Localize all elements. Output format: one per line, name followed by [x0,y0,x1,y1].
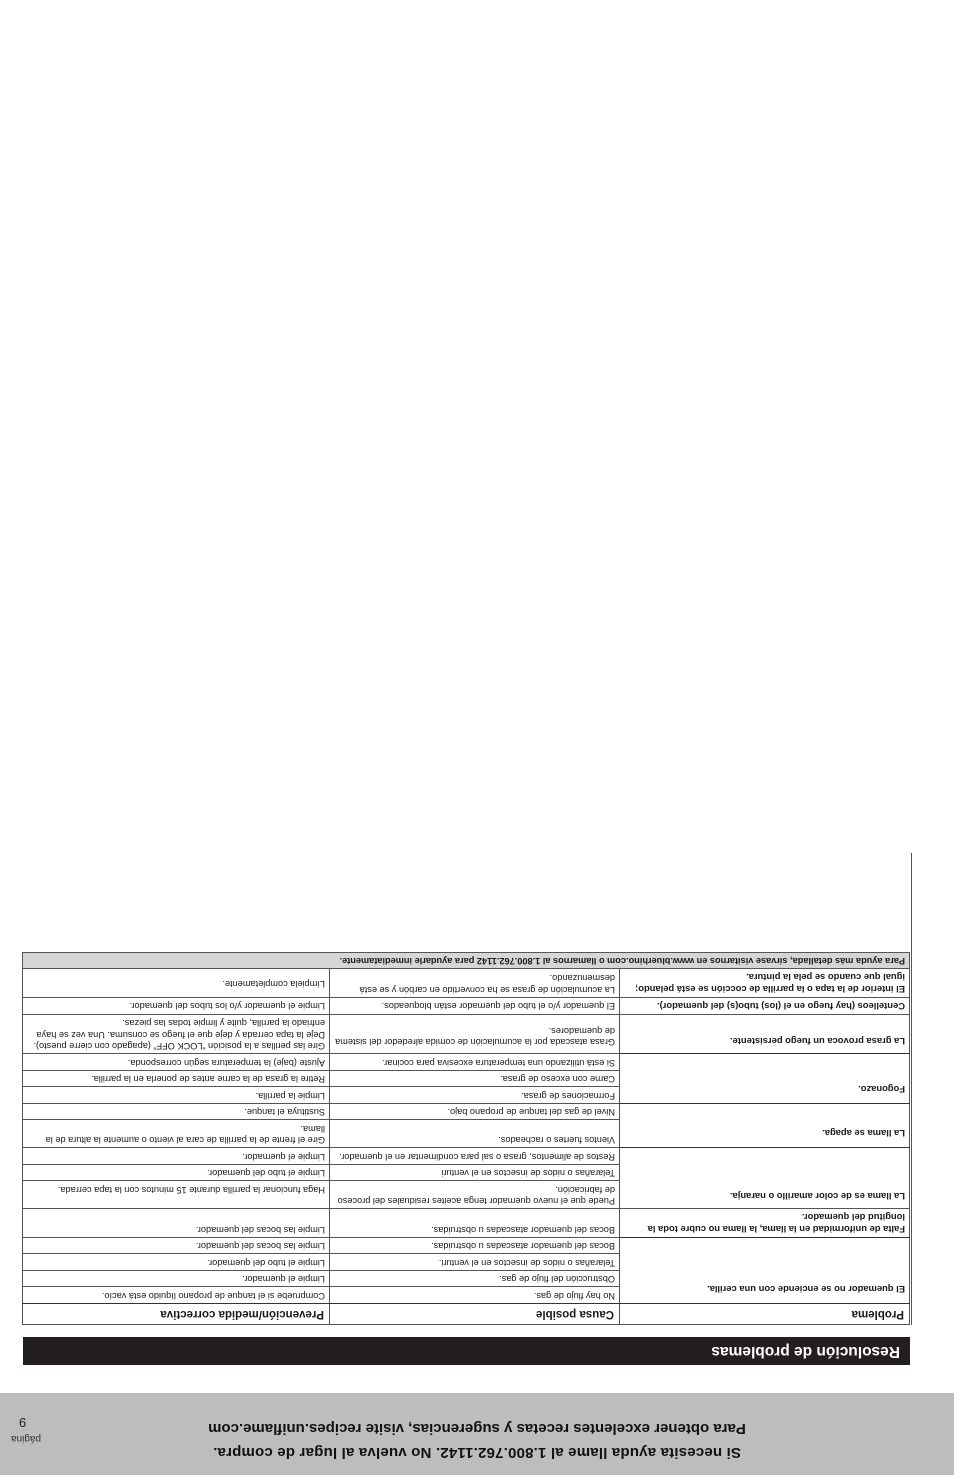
cause-cell: Restos de alimentos, grasa o sal para condimentar en el quemador. [330,1148,620,1165]
cause-cell: El quemador y/o el tubo del quemador están bloqueados. [330,997,620,1014]
cause-cell: Telarañas o nidos de insectos en el venturi [330,1164,620,1181]
table-row [23,1087,910,1104]
header-problem: Problema [620,1303,910,1324]
table-header-row [23,1303,910,1324]
header-cause: Causa posible [330,1303,620,1324]
table-row [23,1120,910,1148]
solution-cell: Haga funcionar la parrilla durante 15 minutos con la tapa cerrada. [23,1181,330,1209]
page-number: 9 [19,1415,27,1430]
solution-cell: Limpie la parrilla. [23,1087,330,1104]
cause-cell: Telarañas o nidos de insectos en el venturi. [330,1254,620,1271]
cause-cell: Si está utilizando una temperatura excesiva para cocinar. [330,1054,620,1071]
solution-cell: Límpiela completamente. [23,969,330,998]
problem-cell: La grasa provoca un fuego persistente. [620,1014,910,1054]
solution-cell: Gire el frente de la parrilla de cara al viento o aumente la altura de la llama. [23,1120,330,1148]
problem-cell: Falta de uniformidad en la llama, la llama no cubre toda la longitud del quemador. [620,1209,910,1238]
solution-cell: Limpie el quemador. [23,1148,330,1165]
problem-cell: Centelleos (hay fuego en el (los) tubo(s) del quemador). [620,997,910,1014]
problem-cell: La llama se apaga. [620,1103,910,1148]
help-row [23,952,910,969]
solution-cell: Limpie el quemador. [23,1270,330,1287]
header-solution: Prevención/medida correctiva [23,1303,330,1324]
solution-cell: Ajuste (baje) la temperatura según corresponda. [23,1054,330,1071]
cause-cell: Vientos fuertes o racheados. [330,1120,620,1148]
solution-cell: Compruebe si el tanque de propano líquido está vacío. [23,1287,330,1304]
cause-cell: La acumulación de grasa se ha convertido en carbón y se está desmenuzando. [330,969,620,998]
footer-recipes-line: Para obtener excelentes recetas y sugerencias, visite recipes.uniflame.com [208,1420,746,1437]
cause-cell: Nivel de gas del tanque de propano bajo. [330,1103,620,1120]
solution-cell: Sustituya el tanque. [23,1103,330,1120]
problem-cell: El interior de la tapa o la parrilla de cocción se está pelando; igual que cuando se pela la pintura. [620,969,910,998]
table-row [23,1014,910,1054]
problem-cell: La llama es de color amarillo o naranja. [620,1148,910,1209]
cause-cell: Formaciones de grasa. [330,1087,620,1104]
table-row [23,1181,910,1209]
troubleshooting-table [22,952,910,1325]
cause-cell: Puede que el nuevo quemador tenga aceites residuales del proceso de fabricación. [330,1181,620,1209]
table-row [23,969,910,998]
cause-cell: Obstrucción del flujo de gas. [330,1270,620,1287]
cause-cell: Bocas del quemador atascadas u obstruidas. [330,1209,620,1238]
table-row [23,1287,910,1304]
section-header-bar [23,1337,910,1365]
problem-cell: Fogonazo. [620,1054,910,1104]
solution-cell: Limpie las bocas del quemador. [23,1209,330,1238]
footer-banner [0,1393,954,1475]
cause-cell: Carne con exceso de grasa. [330,1070,620,1087]
footer-help-line: Si necesita ayuda llame al 1.800.762.1142. No vuelva al lugar de compra. [213,1444,742,1461]
solution-cell: Limpie el tubo del quemador. [23,1254,330,1271]
solution-cell: Limpie el tubo del quemador. [23,1164,330,1181]
table-row [23,1209,910,1238]
solution-cell: Limpie el quemador y/o los tubos del quemador. [23,997,330,1014]
table-row [23,997,910,1014]
cause-cell: Bocas del quemador atascadas u obstruidas. [330,1237,620,1254]
solution-cell: Gire las perillas a la posición “LOCK OFF” (apagado con cierre puesto). Deje la tapa cerrada y deje que el fuego se consuma. Una vez se haya enfriado la parrilla, quite y limpie todas las piezas. [23,1014,330,1054]
solution-cell: Limpie las bocas del quemador. [23,1237,330,1254]
section-title: Resolución de problemas [711,1343,900,1360]
cause-cell: No hay flujo de gas. [330,1287,620,1304]
side-rule [911,853,912,1325]
cause-cell: Grasa atascada por la acumulación de comida alrededor del sistema de quemadores. [330,1014,620,1054]
problem-cell: El quemador no se enciende con una cerilla. [620,1237,910,1303]
help-note: Para ayuda más detallada, sírvase visitarnos en www.bluerhino.com o llamarnos al 1.800.762.1142 para ayudarle inmediatamente. [23,952,910,969]
solution-cell: Retire la grasa de la carne antes de ponerla en la parrilla. [23,1070,330,1087]
page-label: página [11,1433,42,1444]
